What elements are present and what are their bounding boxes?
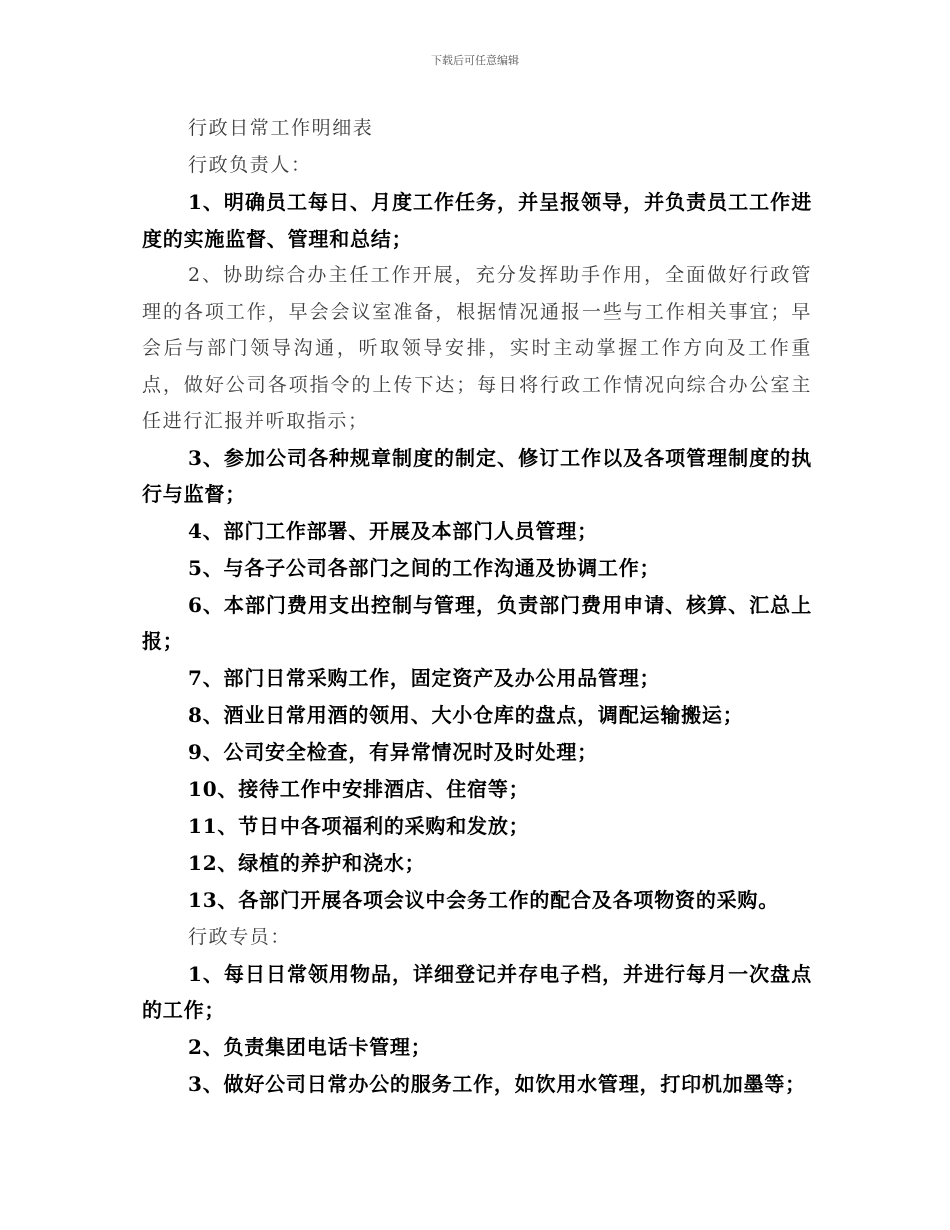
section-heading-admin-specialist: 行政专员： (188, 925, 292, 948)
list-item: 11、节日中各项福利的采购和发放； (188, 813, 530, 838)
list-item: 6、本部门费用支出控制与管理，负责部门费用申请、核算、汇总上报； (142, 592, 812, 653)
section-heading-admin-lead: 行政负责人： (188, 154, 312, 176)
list-item: 9、公司安全检查，有异常情况时及时处理； (188, 739, 598, 764)
list-item: 1、每日日常领用物品，详细登记并存电子档，并进行每月一次盘点的工作； (142, 961, 812, 1022)
list-item: 3、参加公司各种规章制度的制定、修订工作以及各项管理制度的执行与监督； (142, 445, 812, 506)
list-item: 2、协助综合办主任工作开展，充分发挥助手作用，全面做好行政管理的各项工作，早会会议室准备，根据情况通报一些与工作相关事宜；早会后与部门领导沟通，听取领导安排，实时主动掌握工作方向及工作重点，做好公司各项指令的上传下达；每日将行政工作情况向综合办公室主任进行汇报并听取指示； (142, 264, 812, 432)
list-item: 1、明确员工每日、月度工作任务，并呈报领导，并负责员工工作进度的实施监督、管理和总结； (142, 190, 812, 251)
document-body (142, 110, 812, 1103)
list-item: 3、做好公司日常办公的服务工作，如饮用水管理，打印机加墨等； (188, 1071, 806, 1096)
list-item: 5、与各子公司各部门之间的工作沟通及协调工作； (188, 555, 661, 580)
list-item: 10、接待工作中安排酒店、住宿等； (188, 776, 530, 801)
list-item: 4、部门工作部署、开展及本部门人员管理； (188, 518, 598, 543)
list-item: 2、负责集团电话卡管理； (188, 1034, 432, 1059)
list-item: 8、酒业日常用酒的领用、大小仓库的盘点，调配运输搬运； (188, 702, 744, 727)
page-header: 下载后可任意编辑 (431, 54, 519, 67)
document-title: 行政日常工作明细表 (188, 117, 374, 139)
list-item: 7、部门日常采购工作，固定资产及办公用品管理； (188, 665, 661, 690)
list-item: 13、各部门开展各项会议中会务工作的配合及各项物资的采购。 (188, 887, 780, 912)
list-item: 12、绿植的养护和浇水； (188, 850, 426, 875)
